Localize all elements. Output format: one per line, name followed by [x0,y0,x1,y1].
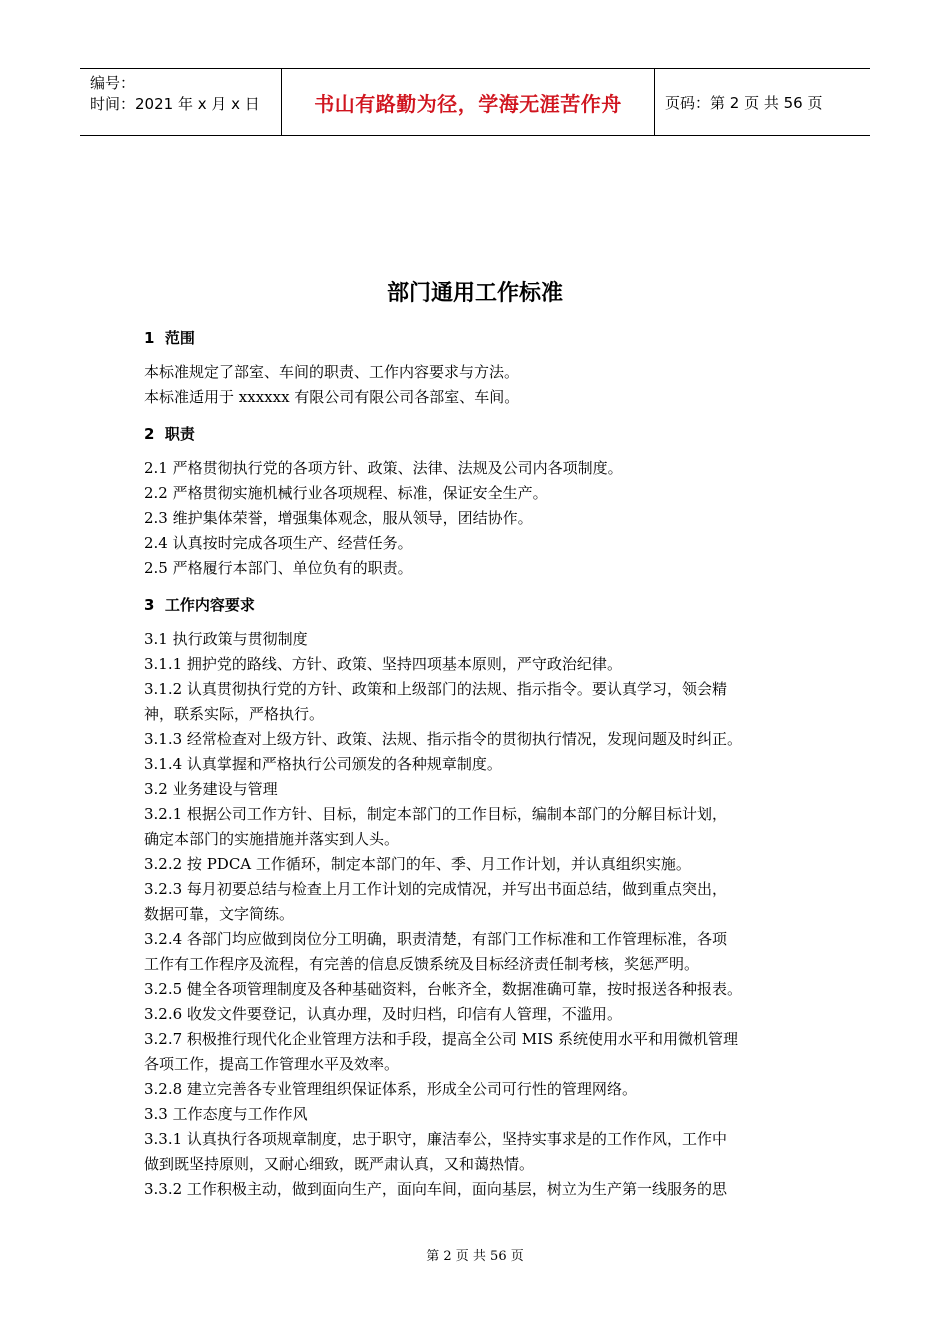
paragraph-line: 3.2.1 根据公司工作方针、目标，制定本部门的工作目标，编制本部门的分解目标计划， [144,805,727,823]
paragraph-line: 3.3.2 工作积极主动，做到面向生产，面向车间，面向基层，树立为生产第一线服务的思 [144,1180,727,1198]
paragraph-line: 本标准适用于 xxxxxx 有限公司有限公司各部室、车间。 [144,388,520,406]
document-header [80,68,870,136]
section-heading-scope: 1 范围 [144,329,195,347]
paragraph-line: 数据可靠，文字简练。 [144,905,295,923]
paragraph-line: 3.1.3 经常检查对上级方针、政策、法规、指示指令的贯彻执行情况，发现问题及时纠正。 [144,730,742,748]
paragraph-line: 2.5 严格履行本部门、单位负有的职责。 [144,559,413,577]
document-number-label: 编号： [90,74,136,92]
paragraph-line: 3.3 工作态度与工作作风 [144,1105,308,1123]
paragraph-line: 2.1 严格贯彻执行党的各项方针、政策、法律、法规及公司内各项制度。 [144,459,623,477]
section-heading-duties: 2 职责 [144,425,195,443]
paragraph-line: 做到既坚持原则，又耐心细致，既严肃认真，又和蔼热情。 [144,1155,535,1173]
document-date: 时间：2021 年 x 月 x 日 [90,95,260,113]
section-duties-body [144,456,814,581]
paragraph-line: 3.2.2 按 PDCA 工作循环，制定本部门的年、季、月工作计划，并认真组织实施。 [144,855,691,873]
paragraph-line: 神，联系实际，严格执行。 [144,705,325,723]
paragraph-line: 本标准规定了部室、车间的职责、工作内容要求与方法。 [144,363,520,381]
paragraph-line: 2.3 维护集体荣誉，增强集体观念，服从领导，团结协作。 [144,509,533,527]
paragraph-line: 3.2.5 健全各项管理制度及各种基础资料，台帐齐全，数据准确可靠，按时报送各种报表。 [144,980,742,998]
paragraph-line: 3.1.4 认真掌握和严格执行公司颁发的各种规章制度。 [144,755,502,773]
paragraph-line: 3.2.6 收发文件要登记，认真办理，及时归档，印信有人管理，不滥用。 [144,1005,622,1023]
section-scope-body [144,360,814,410]
section-heading-work-content: 3 工作内容要求 [144,596,255,614]
paragraph-line: 3.3.1 认真执行各项规章制度，忠于职守，廉洁奉公，坚持实事求是的工作作风，工作中 [144,1130,727,1148]
paragraph-line: 3.1 执行政策与贯彻制度 [144,630,308,648]
page-footer: 第 2 页 共 56 页 [426,1249,524,1264]
paragraph-line: 工作有工作程序及流程，有完善的信息反馈系统及目标经济责任制考核，奖惩严明。 [144,955,700,973]
paragraph-line: 3.2.8 建立完善各专业管理组织保证体系，形成全公司可行性的管理网络。 [144,1080,637,1098]
page-title: 部门通用工作标准 [386,281,563,306]
paragraph-line: 各项工作，提高工作管理水平及效率。 [144,1055,400,1073]
document-body [144,326,814,1202]
paragraph-line: 3.2.4 各部门均应做到岗位分工明确，职责清楚，有部门工作标准和工作管理标准，各项 [144,930,727,948]
header-meta-cell [80,69,281,135]
header-page-info: 页码：第 2 页 共 56 页 [665,93,823,112]
paragraph-line: 确定本部门的实施措施并落实到人头。 [144,830,400,848]
paragraph-line: 2.2 严格贯彻实施机械行业各项规程、标准，保证安全生产。 [144,484,548,502]
paragraph-line: 3.1.1 拥护党的路线、方针、政策、坚持四项基本原则，严守政治纪律。 [144,655,622,673]
paragraph-line: 3.2.7 积极推行现代化企业管理方法和手段，提高全公司 MIS 系统使用水平和用微机管理 [144,1030,739,1048]
header-motto: 书山有路勤为径，学海无涯苦作舟 [281,69,655,135]
paragraph-line: 3.2 业务建设与管理 [144,780,278,798]
paragraph-line: 3.2.3 每月初要总结与检查上月工作计划的完成情况，并写出书面总结，做到重点突出， [144,880,727,898]
section-work-content-body [144,627,814,1202]
paragraph-line: 2.4 认真按时完成各项生产、经营任务。 [144,534,413,552]
paragraph-line: 3.1.2 认真贯彻执行党的方针、政策和上级部门的法规、指示指令。要认真学习，领会精 [144,680,727,698]
